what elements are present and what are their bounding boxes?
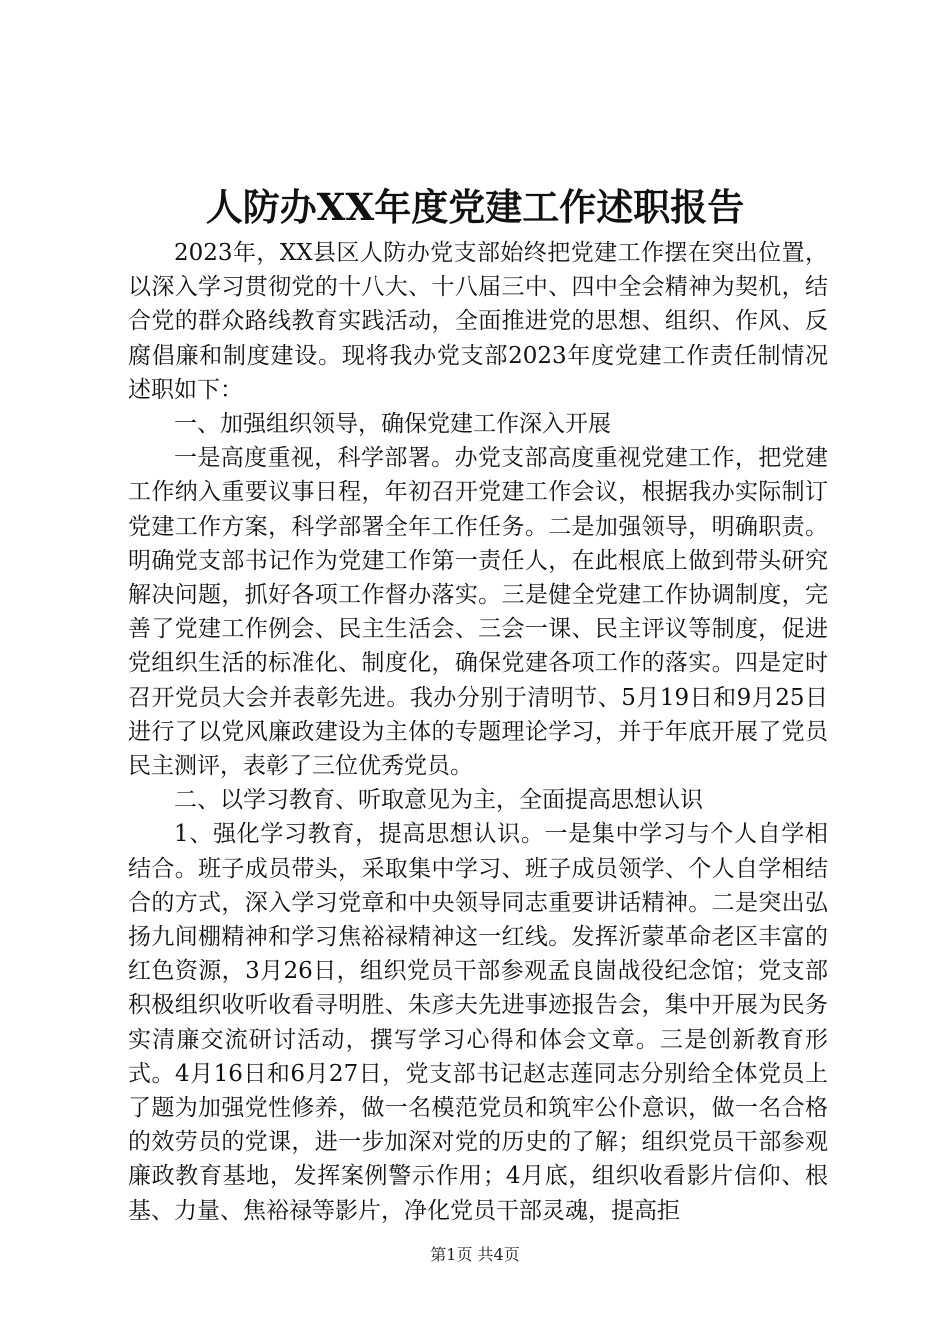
paragraph-section-2: 1、强化学习教育，提高思想认识。一是集中学习与个人自学相结合。班子成员带头，采取集中学习、班子成员领学、个人自学相结合的方式，深入学习党章和中央领导同志重要讲话精神。二是突出弘扬九间棚精神和学习焦裕禄精神这一红线。发挥沂蒙革命老区丰富的红色资源，3月26日，组织党员干部参观孟良崮战役纪念馆；党支部积极组织收听收看寻明胜、朱彦夫先进事迹报告会，集中开展为民务实清廉交流研讨活动，撰写学习心得和体会文章。三是创新教育形式。4月16日和6月27日，党支部书记赵志莲同志分别给全体党员上了题为加强党性修养，做一名模范党员和筑牢公仆意识，做一名合格的效劳员的党课，进一步加深对党的历史的了解；组织党员干部参观廉政教育基地，发挥案例警示作用；4月底，组织收看影片信仰、根基、力量、焦裕禄等影片，净化党员干部灵魂，提高拒 (128, 821, 828, 1224)
page-number-footer: 第1页 共4页 (430, 1245, 520, 1264)
document-body (128, 236, 828, 1228)
section-heading-2: 二、以学习教育、听取意见为主，全面提高思想认识 (174, 787, 703, 814)
section-heading-1: 一、加强组织领导，确保党建工作深入开展 (174, 411, 611, 438)
paragraph-intro: 2023年，XX县区人防办党支部始终把党建工作摆在突出位置，以深入学习贯彻党的十八大、十八届三中、四中全会精神为契机，结合党的群众路线教育实践活动，全面推进党的思想、组织、作风、反腐倡廉和制度建设。现将我办党支部2023年度党建工作责任制情况述职如下： (128, 240, 828, 403)
document-title: 人防办XX年度党建工作述职报告 (205, 185, 745, 229)
paragraph-section-1: 一是高度重视，科学部署。办党支部高度重视党建工作，把党建工作纳入重要议事日程，年初召开党建工作会议，根据我办实际制订党建工作方案，科学部署全年工作任务。二是加强领导，明确职责。明确党支部书记作为党建工作第一责任人，在此根底上做到带头研究解决问题，抓好各项工作督办落实。三是健全党建工作协调制度，完善了党建工作例会、民主生活会、三会一课、民主评议等制度，促进党组织生活的标准化、制度化，确保党建各项工作的落实。四是定时召开党员大会并表彰先进。我办分别于清明节、5月19日和9月25日进行了以党风廉政建设为主体的专题理论学习，并于年底开展了党员民主测评，表彰了三位优秀党员。 (128, 445, 828, 780)
